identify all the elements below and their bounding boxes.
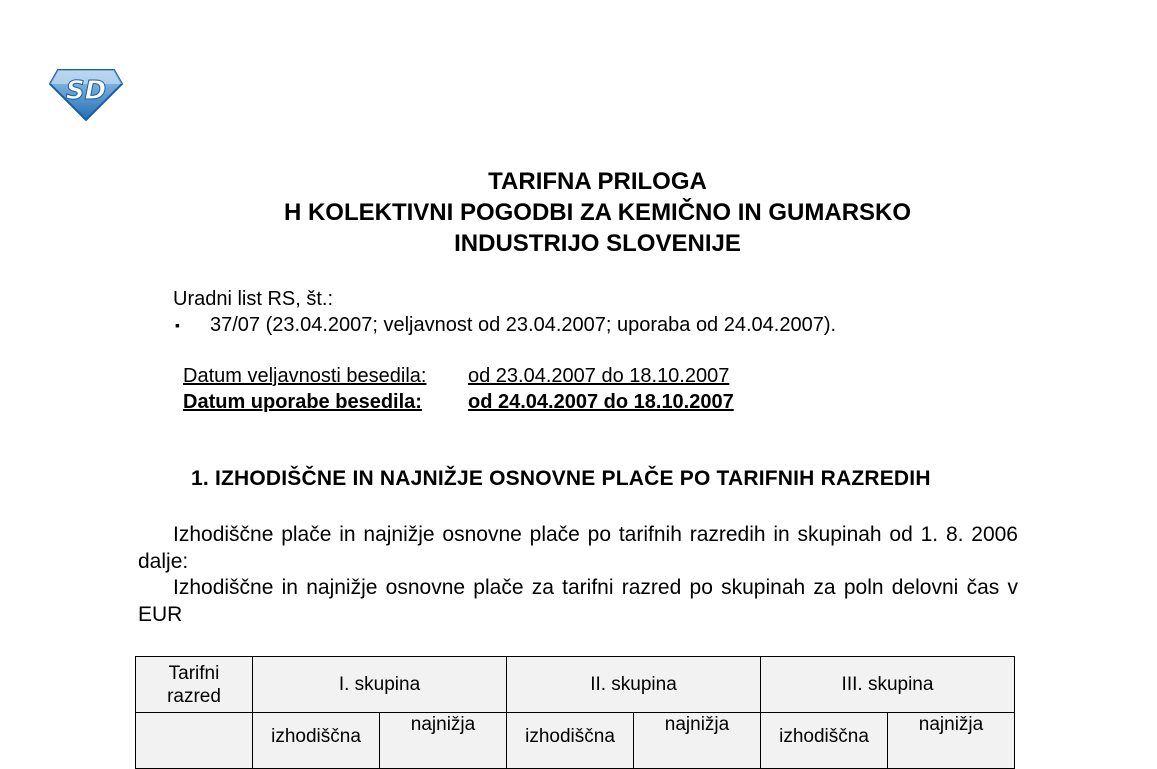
subheader-empty [136,713,253,769]
header-group-3: III. skupina [761,657,1015,713]
subheader-izhodiscna-1: izhodiščna [253,713,380,769]
header-group-1: I. skupina [253,657,507,713]
subheader-najnizja-1: najnižja [380,713,507,769]
source-reference [173,286,836,338]
validity-row [183,363,734,389]
table-header-row [136,657,1015,713]
header-tarifni-razred: Tarifni razred [136,657,253,713]
usage-label: Datum uporabe besedila: [183,391,422,413]
header-group-2: II. skupina [507,657,761,713]
source-label: Uradni list RS, št.: [173,288,334,310]
dates-block [183,363,734,415]
source-item [173,312,836,338]
subheader-najnizja-2: najnižja [634,713,761,769]
validity-value: od 23.04.2007 do 18.10.2007 [468,365,730,387]
company-logo [48,66,124,122]
subheader-izhodiscna-2: izhodiščna [507,713,634,769]
usage-row [183,389,734,415]
source-item-text: 37/07 (23.04.2007; veljavnost od 23.04.2007; uporaba od 24.04.2007). [210,314,837,336]
section-heading: 1. IZHODIŠČNE IN NAJNIŽJE OSNOVNE PLAČE PO TARIFNIH RAZREDIH [191,467,931,490]
title-line-2: H KOLEKTIVNI POGODBI ZA KEMIČNO IN GUMARSKO [283,199,912,226]
validity-label: Datum veljavnosti besedila: [183,365,427,387]
subheader-izhodiscna-3: izhodiščna [761,713,888,769]
document-title [0,166,1157,259]
title-line-1: TARIFNA PRILOGA [488,168,707,195]
title-line-3: INDUSTRIJO SLOVENIJE [454,230,741,257]
subheader-najnizja-3: najnižja [888,713,1015,769]
paragraph-2: Izhodiščne in najnižje osnovne plače za tarifni razred po skupinah za poln delovni čas v EUR [138,576,1018,626]
logo-text: SD [65,76,107,106]
paragraph-1: Izhodiščne plače in najnižje osnovne plače po tarifnih razredih in skupinah od 1. 8. 2006 dalje: [138,523,1018,573]
table-subheader-row [136,713,1015,769]
tariff-table [135,656,1015,769]
usage-value: od 24.04.2007 do 18.10.2007 [468,391,734,413]
bullet-icon: ▪ [175,317,180,333]
